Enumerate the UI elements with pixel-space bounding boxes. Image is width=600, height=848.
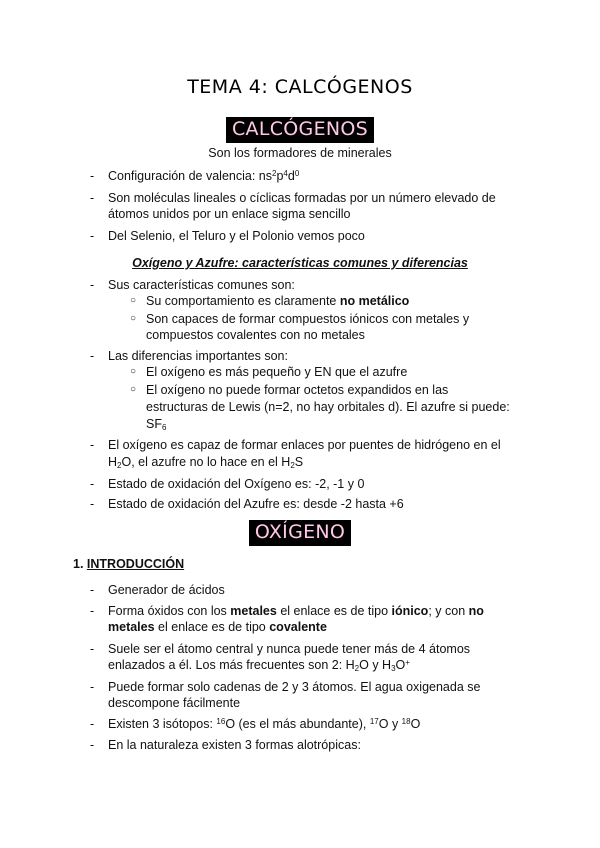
- list-item-text: Estado de oxidación del Azufre es: desde -2 hasta +6: [108, 497, 404, 511]
- circle-bullet-icon: ○: [130, 295, 137, 306]
- superscript: 16: [216, 717, 226, 726]
- list-item-text: átomos unidos por un enlace sigma sencillo: [108, 207, 351, 221]
- list-item-text: [108, 716, 523, 732]
- list-item-text: Suele ser el átomo central y nunca puede tener más de 4 átomos: [108, 642, 471, 656]
- text-segment: Forma óxidos con los: [108, 604, 231, 618]
- dash-bullet: -: [90, 642, 95, 656]
- list-item-text: [108, 619, 523, 635]
- superscript: 18: [401, 717, 411, 726]
- superscript: 17: [369, 717, 379, 726]
- text-segment: O: [395, 658, 406, 672]
- list-item-text: descompone fácilmente: [108, 696, 241, 710]
- list-item-text: Las diferencias importantes son:: [108, 349, 288, 363]
- text-segment: O, el azufre no lo hace en el H: [121, 455, 291, 469]
- bold-text: metales: [230, 604, 277, 618]
- text-segment: p: [276, 169, 284, 183]
- text-segment: enlazados a él. Los más frecuentes son 2: H: [108, 658, 355, 672]
- text-segment: Existen 3 isótopos:: [108, 717, 217, 731]
- list-item-text: En la naturaleza existen 3 formas alotrópicas:: [108, 738, 361, 752]
- bold-text: iónico: [391, 604, 429, 618]
- superscript: 4: [283, 169, 288, 178]
- text-segment: O y H: [359, 658, 392, 672]
- subheading-oxygen-sulfur: Oxígeno y Azufre: características comunes y diferencias: [132, 256, 468, 270]
- sub-list-item-text: El oxígeno es más pequeño y EN que el azufre: [146, 365, 408, 379]
- superscript: 2: [272, 169, 277, 178]
- subscript: 6: [161, 423, 167, 432]
- dash-bullet: -: [90, 680, 95, 694]
- sub-list-item-text: compuestos covalentes con no metales: [146, 328, 365, 342]
- intro-number: 1.: [73, 557, 87, 571]
- text-segment: Configuración de valencia: ns: [108, 169, 272, 183]
- list-item-text: Generador de ácidos: [108, 583, 225, 597]
- superscript: +: [405, 658, 410, 667]
- bold-text: no: [468, 604, 484, 618]
- list-item-text: [108, 603, 523, 619]
- text-segment: Su comportamiento es claramente: [146, 294, 340, 308]
- circle-bullet-icon: ○: [130, 313, 137, 324]
- dash-bullet: -: [90, 191, 95, 205]
- list-item-text: [108, 657, 523, 673]
- dash-bullet: -: [90, 169, 95, 183]
- text-segment: O y: [378, 717, 402, 731]
- text-segment: el enlace es de tipo: [276, 604, 392, 618]
- dash-bullet: -: [90, 497, 95, 511]
- list-item-text: [108, 454, 523, 470]
- list-item-text: Sus características comunes son:: [108, 278, 295, 292]
- section-header-oxigeno: [0, 520, 600, 546]
- sub-list-item-text: [146, 416, 524, 432]
- bold-text: no metálico: [339, 294, 410, 308]
- subscript: 2: [354, 664, 360, 673]
- text-segment: O (es el más abundante),: [225, 717, 370, 731]
- dash-bullet: -: [90, 438, 95, 452]
- text-segment: el enlace es de tipo: [154, 620, 270, 634]
- text-segment: S: [294, 455, 304, 469]
- list-item-text: Puede formar solo cadenas de 2 y 3 átomos. El agua oxigenada se: [108, 680, 481, 694]
- sub-list-item-text: [146, 293, 524, 309]
- superscript: 0: [294, 169, 300, 178]
- circle-bullet-icon: ○: [130, 366, 137, 377]
- text-segment: SF: [146, 417, 162, 431]
- intro-label: INTRODUCCIÓN: [86, 557, 185, 571]
- section-header-label: OXÍGENO: [249, 520, 351, 546]
- dash-bullet: -: [90, 738, 95, 752]
- text-segment: H: [108, 455, 118, 469]
- subtitle: Son los formadores de minerales: [208, 146, 392, 160]
- subscript: 3: [391, 664, 396, 673]
- bold-text: covalente: [269, 620, 327, 634]
- dash-bullet: -: [90, 349, 95, 363]
- page-title: TEMA 4: CALCÓGENOS: [187, 76, 413, 98]
- dash-bullet: -: [90, 604, 95, 618]
- subscript: 2: [117, 461, 122, 470]
- dash-bullet: -: [90, 278, 95, 292]
- sub-list-item-text: estructuras de Lewis (n=2, no hay orbitales d). El azufre si puede:: [146, 400, 510, 414]
- text-segment: d: [287, 169, 295, 183]
- list-item-text: Del Selenio, el Teluro y el Polonio vemos poco: [108, 229, 365, 243]
- list-item-text: Son moléculas lineales o cíclicas formadas por un número elevado de: [108, 191, 496, 205]
- dash-bullet: -: [90, 717, 95, 731]
- dash-bullet: -: [90, 229, 95, 243]
- dash-bullet: -: [90, 583, 95, 597]
- intro-heading: [73, 557, 184, 571]
- list-item-text: [108, 168, 523, 184]
- text-segment: O: [410, 717, 421, 731]
- list-item-text: Estado de oxidación del Oxígeno es: -2, -1 y 0: [108, 477, 365, 491]
- circle-bullet-icon: ○: [130, 384, 137, 395]
- section-header-label: CALCÓGENOS: [226, 117, 374, 143]
- section-header-calcogenos: [0, 117, 600, 143]
- subscript: 2: [290, 461, 295, 470]
- dash-bullet: -: [90, 477, 95, 491]
- bold-text: metales: [108, 620, 155, 634]
- sub-list-item-text: Son capaces de formar compuestos iónicos con metales y: [146, 312, 470, 326]
- list-item-text: El oxígeno es capaz de formar enlaces por puentes de hidrógeno en el: [108, 438, 501, 452]
- text-segment: ; y con: [428, 604, 469, 618]
- sub-list-item-text: El oxígeno no puede formar octetos expandidos en las: [146, 383, 449, 397]
